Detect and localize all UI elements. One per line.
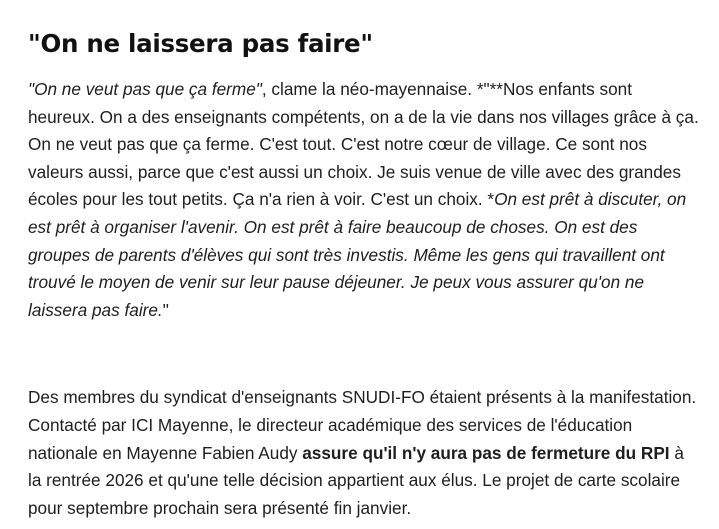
quote-closing-italic: On est prêt à discuter, on est prêt à organiser l'avenir. On est prêt à faire beaucoup de choses. On est des groupes de parents d'élèves qui sont très investis. Même les gens qui travaillent ont trouvé le moyen de venir sur leur pause déjeuner. Je peux vous assurer qu'on ne laissera pas faire. [28, 189, 687, 320]
article-body [28, 0, 700, 522]
info-bold-statement: assure qu'il n'y aura pas de fermeture du RPI [302, 442, 670, 463]
info-text-start: Des membres du syndicat d'enseignants SNUDI-FO étaient présents à la manifestation. Contacté par ICI Mayenne, le directeur académique des services de l'éducation nationale en Mayenne Fabien Audy [28, 387, 697, 463]
info-text-end: à la rentrée 2026 et qu'une telle décision appartient aux élus. Le projet de carte scolaire pour septembre prochain sera présenté fin janvier. [28, 442, 684, 518]
quote-end-mark: " [162, 299, 169, 320]
quote-paragraph [28, 76, 700, 324]
quote-body-text: , clame la néo-mayennaise. *"**Nos enfants sont heureux. On a des enseignants compétents, on a de la vie dans nos villages grâce à ça. On ne veut pas que ça ferme. C'est tout. C'est notre cœur de village. Ce sont nos valeurs aussi, parce que c'est aussi un choix. Je suis venue de ville avec des grandes écoles pour les tout petits. Ça n'a rien à voir. C'est un choix. * [28, 79, 699, 210]
quote-opening-italic: "On ne veut pas que ça ferme" [28, 79, 262, 99]
info-paragraph [28, 384, 700, 522]
section-heading: "On ne laissera pas faire" [28, 29, 373, 58]
